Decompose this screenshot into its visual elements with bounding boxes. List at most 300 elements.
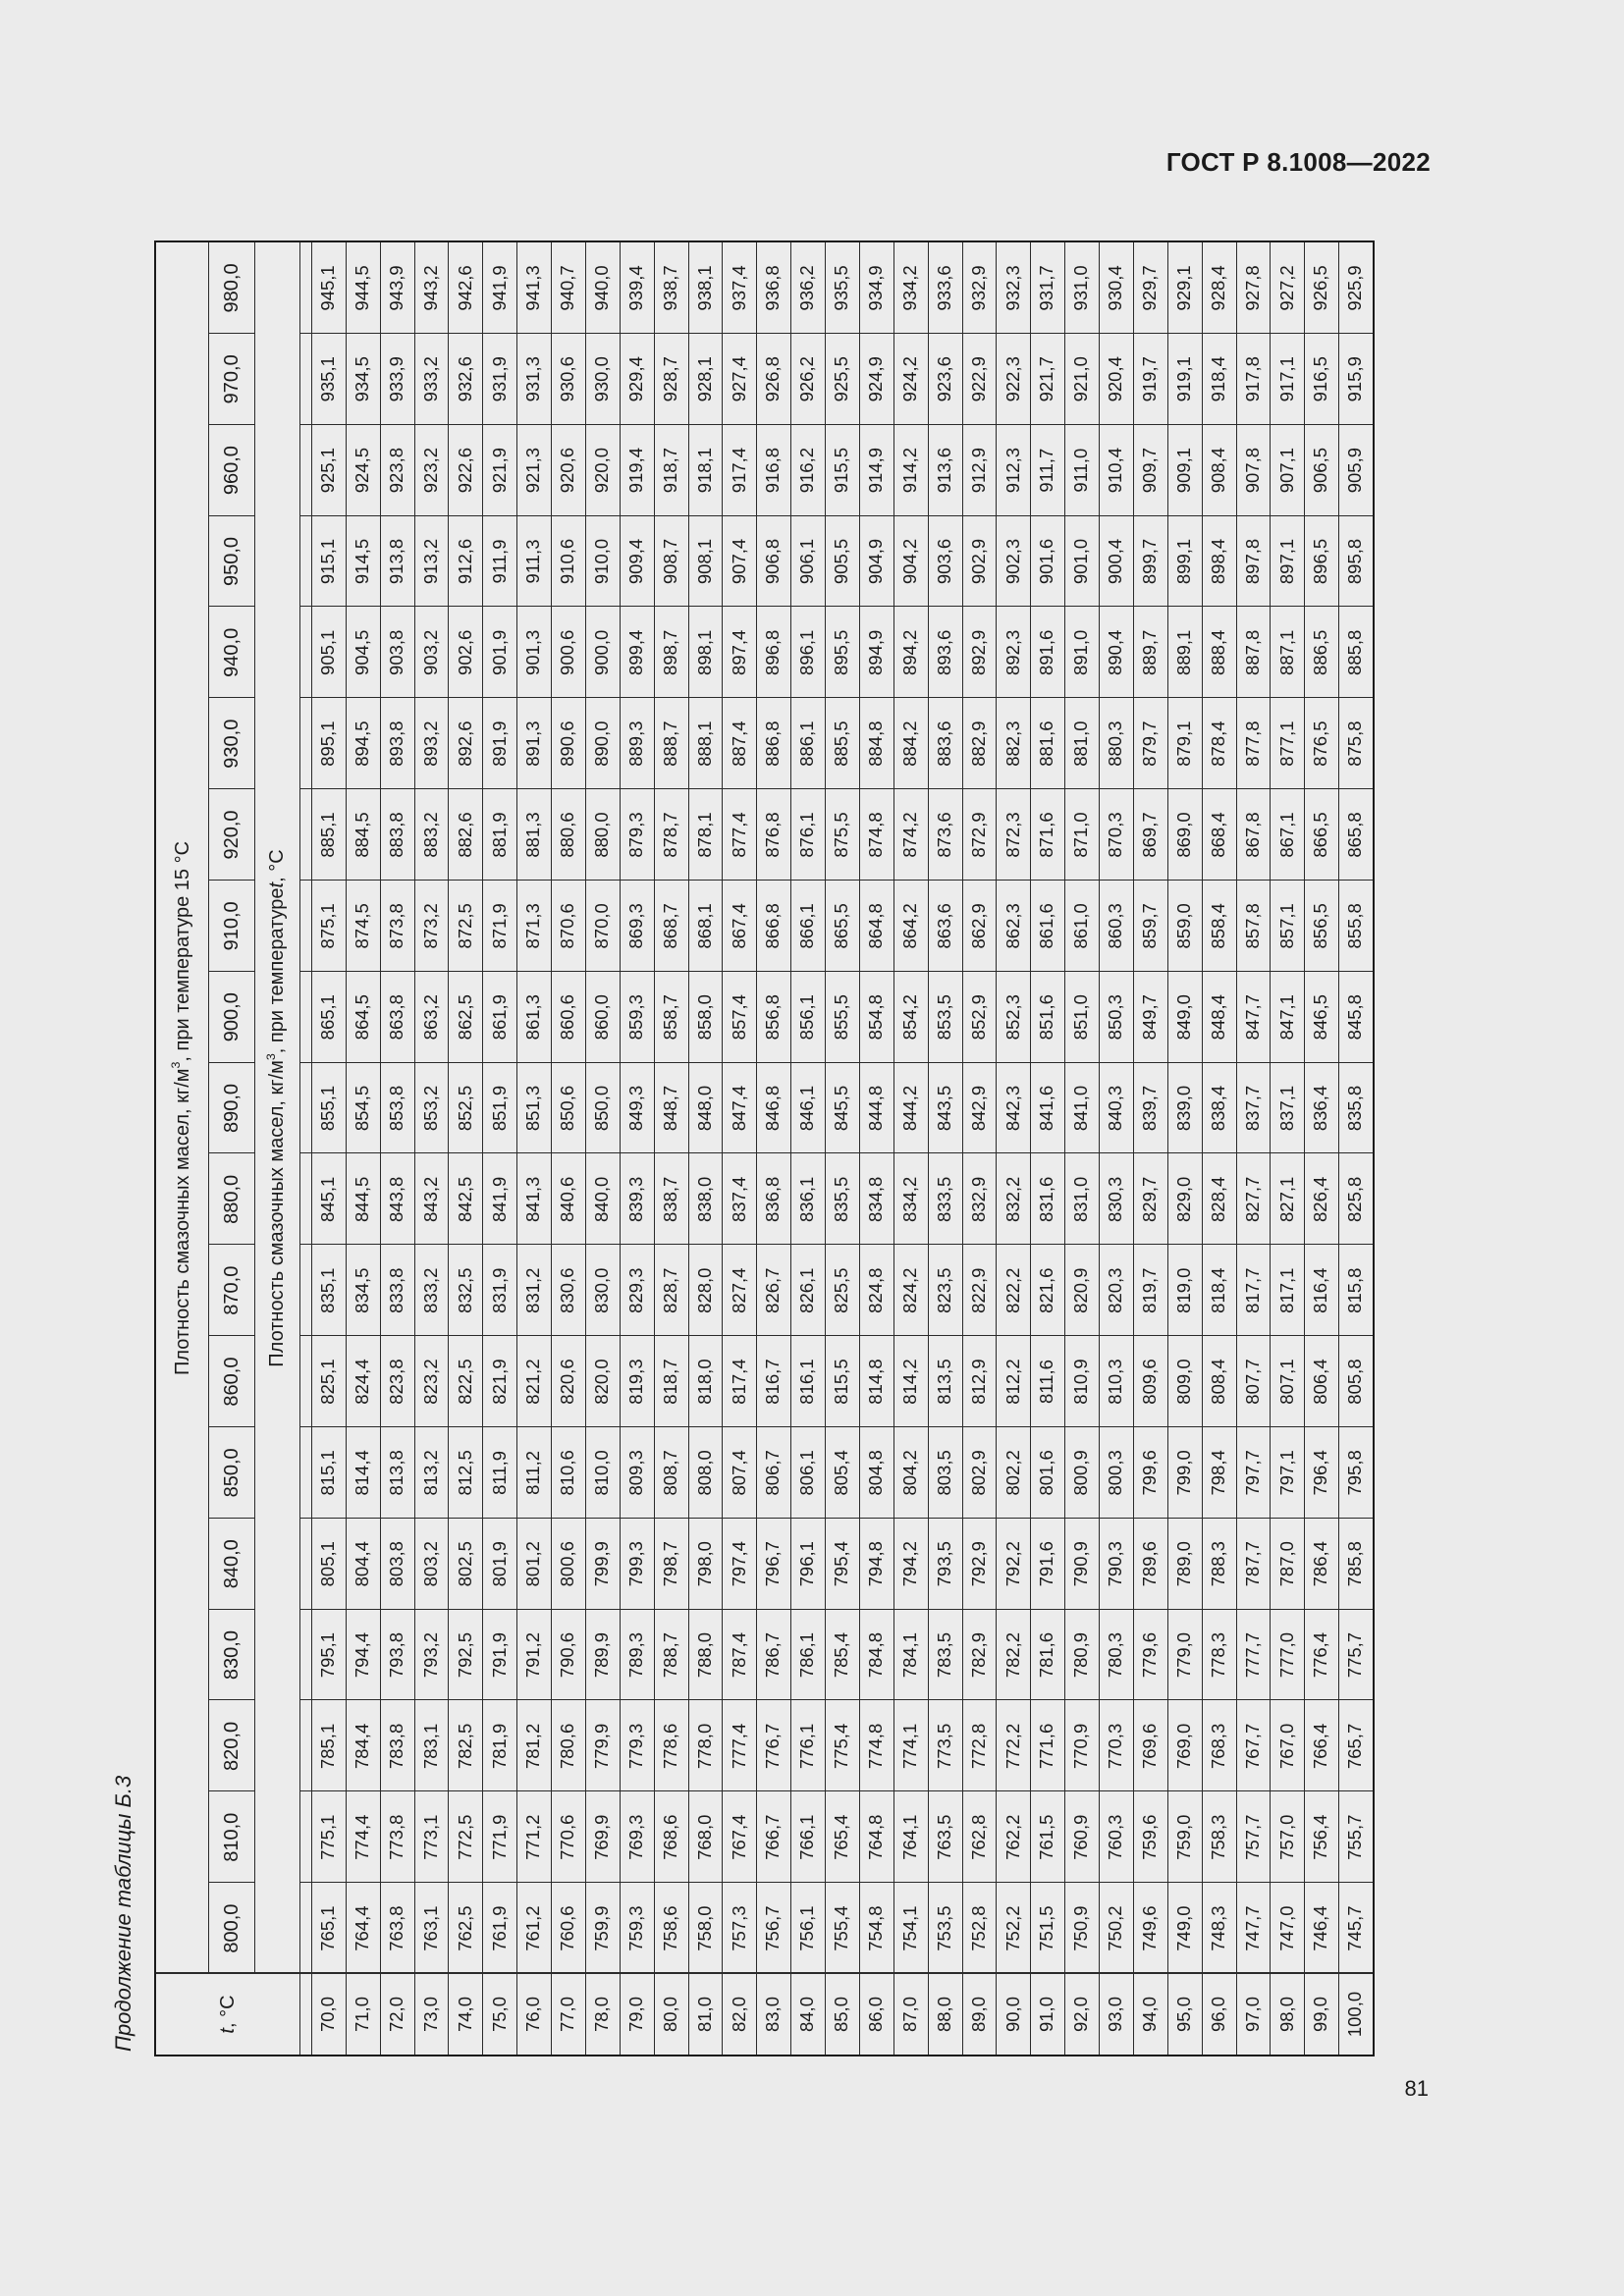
density-cell: 944,5 — [352, 265, 373, 311]
density-cell: 755,4 — [831, 1905, 852, 1951]
density-cell: 749,6 — [1139, 1905, 1161, 1951]
density-cell: 891,9 — [488, 721, 510, 767]
density-cell: 771,9 — [488, 1814, 510, 1860]
density-cell: 876,8 — [762, 812, 784, 858]
density-cell: 808,4 — [1207, 1359, 1228, 1405]
density-cell: 883,2 — [419, 812, 441, 858]
density-cell: 853,8 — [385, 1085, 406, 1132]
density-cell: 927,4 — [728, 356, 749, 402]
density-cell: 854,5 — [352, 1085, 373, 1132]
density-cell: 874,8 — [865, 812, 887, 858]
density-cell: 778,6 — [659, 1723, 680, 1770]
density-cell: 807,1 — [1275, 1359, 1297, 1405]
density-cell: 836,8 — [762, 1176, 784, 1222]
density-cell: 912,3 — [1001, 447, 1023, 494]
density-cell: 878,4 — [1207, 721, 1228, 767]
density-cell: 793,2 — [419, 1631, 441, 1679]
temperature-column-header: t , °C — [217, 1995, 239, 2034]
density-cell: 790,6 — [557, 1631, 578, 1679]
density-cell: 797,1 — [1275, 1450, 1297, 1496]
density-cell: 807,4 — [728, 1450, 749, 1496]
density-cell: 792,5 — [454, 1631, 475, 1679]
page-number: 81 — [1404, 2076, 1429, 2101]
density-cell: 823,5 — [933, 1267, 954, 1313]
density-cell: 831,0 — [1070, 1176, 1092, 1222]
density-cell: 763,1 — [419, 1905, 441, 1951]
density-cell: 933,6 — [933, 265, 954, 311]
density-cell: 817,4 — [728, 1359, 749, 1405]
density-cell: 782,2 — [1001, 1631, 1023, 1679]
density-cell: 911,3 — [522, 539, 544, 584]
density-cell: 834,8 — [865, 1176, 887, 1222]
density-cell: 811,2 — [522, 1450, 544, 1495]
temperature-cell: 81,0 — [693, 1997, 715, 2033]
temperature-cell: 96,0 — [1207, 1997, 1228, 2033]
density-cell: 892,6 — [454, 721, 475, 767]
density-cell: 869,7 — [1139, 812, 1161, 858]
density-cell: 754,1 — [898, 1905, 920, 1951]
density-cell: 852,3 — [1001, 994, 1023, 1041]
density-cell: 861,0 — [1070, 903, 1092, 949]
density-cell: 926,8 — [762, 356, 784, 402]
temperature-cell: 83,0 — [762, 1997, 784, 2033]
density-cell: 911,7 — [1036, 448, 1057, 493]
density-cell: 871,9 — [488, 903, 510, 949]
density-cell: 856,5 — [1310, 903, 1331, 949]
density-cell: 841,6 — [1036, 1085, 1057, 1132]
temperature-cell: 76,0 — [522, 1997, 544, 2033]
density-column-header: 910,0 — [220, 901, 243, 951]
density-cell: 931,7 — [1036, 265, 1057, 311]
density-cell: 787,0 — [1275, 1541, 1297, 1587]
density-cell: 905,1 — [317, 629, 339, 675]
density-cell: 855,5 — [831, 994, 852, 1041]
density-cell: 812,5 — [454, 1450, 475, 1496]
density-cell: 747,0 — [1275, 1905, 1297, 1951]
density-cell: 855,1 — [317, 1085, 339, 1132]
density-cell: 871,0 — [1070, 812, 1092, 858]
temperature-cell: 77,0 — [557, 1997, 578, 2033]
density-cell: 762,5 — [454, 1905, 475, 1951]
density-cell: 805,4 — [831, 1450, 852, 1496]
density-cell: 818,0 — [693, 1359, 715, 1405]
density-cell: 930,6 — [557, 356, 578, 402]
density-cell: 874,2 — [898, 812, 920, 858]
density-cell: 872,5 — [454, 903, 475, 949]
density-cell: 781,9 — [488, 1723, 510, 1770]
density-cell: 756,4 — [1310, 1814, 1331, 1860]
density-cell: 865,5 — [831, 903, 852, 949]
density-cell: 796,4 — [1310, 1450, 1331, 1496]
density-cell: 894,5 — [352, 721, 373, 767]
density-cell: 846,5 — [1310, 994, 1331, 1041]
density-cell: 909,1 — [1172, 447, 1194, 494]
density-cell: 766,7 — [762, 1814, 784, 1860]
density-cell: 915,5 — [831, 447, 852, 494]
density-cell: 922,3 — [1001, 356, 1023, 402]
density-cell: 760,9 — [1070, 1814, 1092, 1860]
density-cell: 827,4 — [728, 1267, 749, 1313]
density-cell: 777,7 — [1241, 1631, 1263, 1679]
density-cell: 825,5 — [831, 1267, 852, 1313]
density-cell: 866,8 — [762, 903, 784, 949]
density-cell: 913,2 — [419, 538, 441, 585]
density-cell: 770,6 — [557, 1814, 578, 1860]
density-cell: 933,2 — [419, 356, 441, 402]
density-cell: 884,5 — [352, 812, 373, 858]
density-cell: 764,1 — [898, 1814, 920, 1860]
temperature-cell: 92,0 — [1070, 1997, 1092, 2033]
density-cell: 848,7 — [659, 1085, 680, 1132]
density-cell: 794,2 — [898, 1541, 920, 1587]
density-cell: 774,8 — [865, 1723, 887, 1770]
density-cell: 918,7 — [659, 447, 680, 494]
density-cell: 811,6 — [1036, 1360, 1057, 1405]
density-cell: 798,4 — [1207, 1450, 1228, 1496]
density-cell: 910,6 — [557, 538, 578, 585]
density-cell: 794,8 — [865, 1541, 887, 1587]
density-cell: 910,0 — [591, 538, 613, 585]
density-cell: 879,3 — [625, 812, 646, 858]
density-cell: 828,0 — [693, 1267, 715, 1313]
density-cell: 840,6 — [557, 1176, 578, 1222]
density-cell: 917,4 — [728, 447, 749, 494]
density-cell: 832,5 — [454, 1267, 475, 1313]
temperature-cell: 79,0 — [625, 1997, 646, 2033]
density-cell: 932,9 — [967, 265, 989, 311]
density-cell: 920,4 — [1105, 356, 1126, 402]
density-cell: 886,1 — [796, 721, 818, 767]
density-cell: 870,3 — [1105, 812, 1126, 858]
density-cell: 923,8 — [385, 447, 406, 494]
density-cell: 892,3 — [1001, 629, 1023, 675]
density-cell: 789,9 — [591, 1631, 613, 1679]
density-cell: 753,5 — [933, 1905, 954, 1951]
density-cell: 867,4 — [728, 903, 749, 949]
temperature-cell: 70,0 — [317, 1997, 339, 2033]
density-cell: 795,8 — [1344, 1450, 1366, 1496]
density-cell: 843,8 — [385, 1176, 406, 1222]
density-cell: 768,0 — [693, 1814, 715, 1860]
density-cell: 787,4 — [728, 1631, 749, 1679]
density-cell: 745,7 — [1344, 1905, 1366, 1951]
density-cell: 779,9 — [591, 1723, 613, 1770]
density-cell: 848,4 — [1207, 994, 1228, 1041]
density-cell: 907,8 — [1241, 447, 1263, 494]
density-cell: 906,5 — [1310, 447, 1331, 494]
density-cell: 887,8 — [1241, 629, 1263, 675]
temperature-cell: 99,0 — [1310, 1997, 1331, 2033]
density-cell: 795,1 — [317, 1631, 339, 1679]
density-cell: 910,4 — [1105, 447, 1126, 494]
density-cell: 750,9 — [1070, 1905, 1092, 1951]
density-cell: 899,4 — [625, 629, 646, 675]
density-cell: 829,0 — [1172, 1176, 1194, 1222]
density-cell: 757,3 — [728, 1905, 749, 1951]
density-cell: 784,8 — [865, 1631, 887, 1679]
density-cell: 851,3 — [522, 1085, 544, 1132]
density-cell: 812,9 — [967, 1359, 989, 1405]
density-cell: 928,1 — [693, 356, 715, 402]
density-cell: 817,7 — [1241, 1267, 1263, 1313]
density-cell: 770,3 — [1105, 1723, 1126, 1770]
density-cell: 879,1 — [1172, 721, 1194, 767]
density-cell: 826,7 — [762, 1267, 784, 1313]
density-cell: 796,1 — [796, 1541, 818, 1587]
density-cell: 802,2 — [1001, 1450, 1023, 1496]
density-cell: 889,1 — [1172, 629, 1194, 675]
density-cell: 923,6 — [933, 356, 954, 402]
density-cell: 797,4 — [728, 1541, 749, 1587]
density-cell: 857,1 — [1275, 903, 1297, 949]
density-cell: 815,8 — [1344, 1267, 1366, 1313]
density-cell: 927,2 — [1275, 265, 1297, 311]
density-column-header: 970,0 — [220, 354, 243, 404]
density-cell: 779,6 — [1139, 1631, 1161, 1679]
density-cell: 776,7 — [762, 1723, 784, 1770]
density-cell: 916,8 — [762, 447, 784, 494]
density-cell: 885,1 — [317, 812, 339, 858]
density-cell: 772,2 — [1001, 1723, 1023, 1770]
density-cell: 866,5 — [1310, 812, 1331, 858]
density-cell: 804,2 — [898, 1450, 920, 1496]
density-cell: 819,3 — [625, 1359, 646, 1405]
density-cell: 871,3 — [522, 903, 544, 949]
density-cell: 816,1 — [796, 1359, 818, 1405]
density-cell: 873,2 — [419, 903, 441, 949]
density-cell: 839,7 — [1139, 1085, 1161, 1132]
density-cell: 897,4 — [728, 629, 749, 675]
density-cell: 847,1 — [1275, 994, 1297, 1041]
density-cell: 788,3 — [1207, 1541, 1228, 1587]
density-cell: 781,6 — [1036, 1631, 1057, 1679]
density-cell: 805,1 — [317, 1541, 339, 1587]
density-cell: 894,9 — [865, 629, 887, 675]
density-column-header: 830,0 — [220, 1630, 243, 1681]
density-cell: 761,2 — [522, 1905, 544, 1951]
temperature-cell: 73,0 — [419, 1997, 441, 2033]
density-cell: 927,8 — [1241, 265, 1263, 311]
density-cell: 888,4 — [1207, 629, 1228, 675]
density-cell: 835,8 — [1344, 1085, 1366, 1132]
density-cell: 901,6 — [1036, 538, 1057, 585]
density-cell: 905,5 — [831, 538, 852, 585]
density-cell: 824,2 — [898, 1267, 920, 1313]
density-cell: 938,7 — [659, 265, 680, 311]
density-cell: 901,9 — [488, 629, 510, 675]
density-cell: 934,2 — [898, 265, 920, 311]
density-cell: 849,7 — [1139, 994, 1161, 1041]
density-cell: 876,1 — [796, 812, 818, 858]
density-cell: 865,1 — [317, 994, 339, 1041]
density-cell: 930,4 — [1105, 265, 1126, 311]
density-cell: 788,0 — [693, 1631, 715, 1679]
density-cell: 788,7 — [659, 1631, 680, 1679]
density-cell: 859,3 — [625, 994, 646, 1041]
density-cell: 780,6 — [557, 1723, 578, 1770]
density-cell: 783,8 — [385, 1723, 406, 1770]
density-cell: 821,9 — [488, 1359, 510, 1405]
density-cell: 819,0 — [1172, 1267, 1194, 1313]
density-cell: 893,2 — [419, 721, 441, 767]
density-cell: 893,8 — [385, 721, 406, 767]
density-cell: 904,5 — [352, 629, 373, 675]
density-cell: 786,4 — [1310, 1541, 1331, 1587]
density-cell: 899,1 — [1172, 538, 1194, 585]
density-cell: 806,1 — [796, 1450, 818, 1496]
density-cell: 779,3 — [625, 1723, 646, 1770]
density-cell: 813,8 — [385, 1450, 406, 1496]
density-cell: 870,0 — [591, 903, 613, 949]
density-cell: 898,4 — [1207, 538, 1228, 585]
temperature-cell: 95,0 — [1172, 1997, 1194, 2033]
density-cell: 918,1 — [693, 447, 715, 494]
density-cell: 781,2 — [522, 1723, 544, 1770]
density-cell: 902,6 — [454, 629, 475, 675]
density-cell: 813,2 — [419, 1450, 441, 1496]
density-cell: 861,9 — [488, 994, 510, 1041]
temperature-cell: 74,0 — [454, 1997, 475, 2033]
density-cell: 873,8 — [385, 903, 406, 949]
density-cell: 773,5 — [933, 1723, 954, 1770]
density-column-header: 800,0 — [220, 1903, 243, 1953]
density-cell: 920,0 — [591, 447, 613, 494]
density-cell: 934,9 — [865, 265, 887, 311]
density-cell: 834,2 — [898, 1176, 920, 1222]
density-cell: 754,8 — [865, 1905, 887, 1951]
density-cell: 789,6 — [1139, 1541, 1161, 1587]
density-cell: 906,8 — [762, 538, 784, 585]
density-cell: 806,7 — [762, 1450, 784, 1496]
density-cell: 850,0 — [591, 1085, 613, 1132]
density-cell: 931,0 — [1070, 265, 1092, 311]
density-cell: 837,4 — [728, 1176, 749, 1222]
density-cell: 746,4 — [1310, 1905, 1331, 1951]
density-column-header: 870,0 — [220, 1265, 243, 1315]
density-cell: 883,6 — [933, 721, 954, 767]
density-cell: 874,5 — [352, 903, 373, 949]
density-cell: 858,7 — [659, 994, 680, 1041]
density-column-header: 810,0 — [220, 1812, 243, 1862]
density-column-header: 980,0 — [220, 263, 243, 313]
density-cell: 851,6 — [1036, 994, 1057, 1041]
density-cell: 843,2 — [419, 1176, 441, 1222]
temperature-cell: 85,0 — [831, 1997, 852, 2033]
density-cell: 826,4 — [1310, 1176, 1331, 1222]
density-cell: 904,2 — [898, 538, 920, 585]
density-cell: 827,1 — [1275, 1176, 1297, 1222]
density-cell: 846,8 — [762, 1085, 784, 1132]
density-cell: 763,5 — [933, 1814, 954, 1860]
density-cell: 769,9 — [591, 1814, 613, 1860]
density-cell: 845,1 — [317, 1176, 339, 1222]
density-cell: 836,4 — [1310, 1085, 1331, 1132]
density-cell: 906,1 — [796, 538, 818, 585]
density-cell: 778,0 — [693, 1723, 715, 1770]
density-cell: 762,8 — [967, 1814, 989, 1860]
density-cell: 882,9 — [967, 721, 989, 767]
temperature-cell: 97,0 — [1241, 1997, 1263, 2033]
density-cell: 887,1 — [1275, 629, 1297, 675]
density-cell: 864,2 — [898, 903, 920, 949]
density-cell: 768,3 — [1207, 1723, 1228, 1770]
density-cell: 773,1 — [419, 1814, 441, 1860]
density-cell: 943,2 — [419, 265, 441, 311]
density-cell: 814,4 — [352, 1450, 373, 1496]
density-cell: 921,3 — [522, 447, 544, 494]
density-cell: 900,0 — [591, 629, 613, 675]
density-cell: 860,0 — [591, 994, 613, 1041]
density-cell: 769,3 — [625, 1814, 646, 1860]
density-cell: 885,5 — [831, 721, 852, 767]
density-column-header: 900,0 — [220, 992, 243, 1042]
density-cell: 876,5 — [1310, 721, 1331, 767]
density-cell: 828,7 — [659, 1267, 680, 1313]
temperature-cell: 84,0 — [796, 1997, 818, 2033]
density-cell: 828,4 — [1207, 1176, 1228, 1222]
density-cell: 771,2 — [522, 1814, 544, 1860]
density-cell: 842,3 — [1001, 1085, 1023, 1132]
density-cell: 837,7 — [1241, 1085, 1263, 1132]
density-cell: 822,9 — [967, 1267, 989, 1313]
density-cell: 750,2 — [1105, 1905, 1126, 1951]
temperature-cell: 100,0 — [1344, 1991, 1366, 2038]
density-cell: 921,9 — [488, 447, 510, 494]
density-cell: 821,2 — [522, 1359, 544, 1405]
density-cell: 932,3 — [1001, 265, 1023, 311]
density-cell: 825,8 — [1344, 1176, 1366, 1222]
density-column-header: 840,0 — [220, 1539, 243, 1589]
density-cell: 928,7 — [659, 356, 680, 402]
density-cell: 800,6 — [557, 1541, 578, 1587]
density-cell: 859,7 — [1139, 903, 1161, 949]
density-cell: 854,8 — [865, 994, 887, 1041]
density-cell: 757,7 — [1241, 1814, 1263, 1860]
density-cell: 888,1 — [693, 721, 715, 767]
density-cell: 841,0 — [1070, 1085, 1092, 1132]
density-cell: 882,6 — [454, 812, 475, 858]
density-cell: 759,3 — [625, 1905, 646, 1951]
density-cell: 814,8 — [865, 1359, 887, 1405]
density-cell: 773,8 — [385, 1814, 406, 1860]
density-cell: 761,9 — [488, 1905, 510, 1951]
density-cell: 924,9 — [865, 356, 887, 402]
temperature-cell: 90,0 — [1001, 1997, 1023, 2033]
density-cell: 914,5 — [352, 538, 373, 585]
density-cell: 810,9 — [1070, 1359, 1092, 1405]
density-cell: 934,5 — [352, 356, 373, 402]
density-cell: 783,1 — [419, 1723, 441, 1770]
density-cell: 894,2 — [898, 629, 920, 675]
density-cell: 903,6 — [933, 538, 954, 585]
density-cell: 748,3 — [1207, 1905, 1228, 1951]
density-cell: 824,8 — [865, 1267, 887, 1313]
density-cell: 758,0 — [693, 1905, 715, 1951]
density-column-header: 930,0 — [220, 719, 243, 769]
density-cell: 849,0 — [1172, 994, 1194, 1041]
density-cell: 826,1 — [796, 1267, 818, 1313]
density-column-header: 960,0 — [220, 446, 243, 496]
density-cell: 801,9 — [488, 1541, 510, 1587]
density-cell: 935,5 — [831, 265, 852, 311]
density-cell: 921,7 — [1036, 356, 1057, 402]
density-cell: 784,4 — [352, 1723, 373, 1770]
density-cell: 872,3 — [1001, 812, 1023, 858]
density-cell: 866,1 — [796, 903, 818, 949]
density-cell: 842,5 — [454, 1176, 475, 1222]
density-cell: 889,7 — [1139, 629, 1161, 675]
density-cell: 882,3 — [1001, 721, 1023, 767]
